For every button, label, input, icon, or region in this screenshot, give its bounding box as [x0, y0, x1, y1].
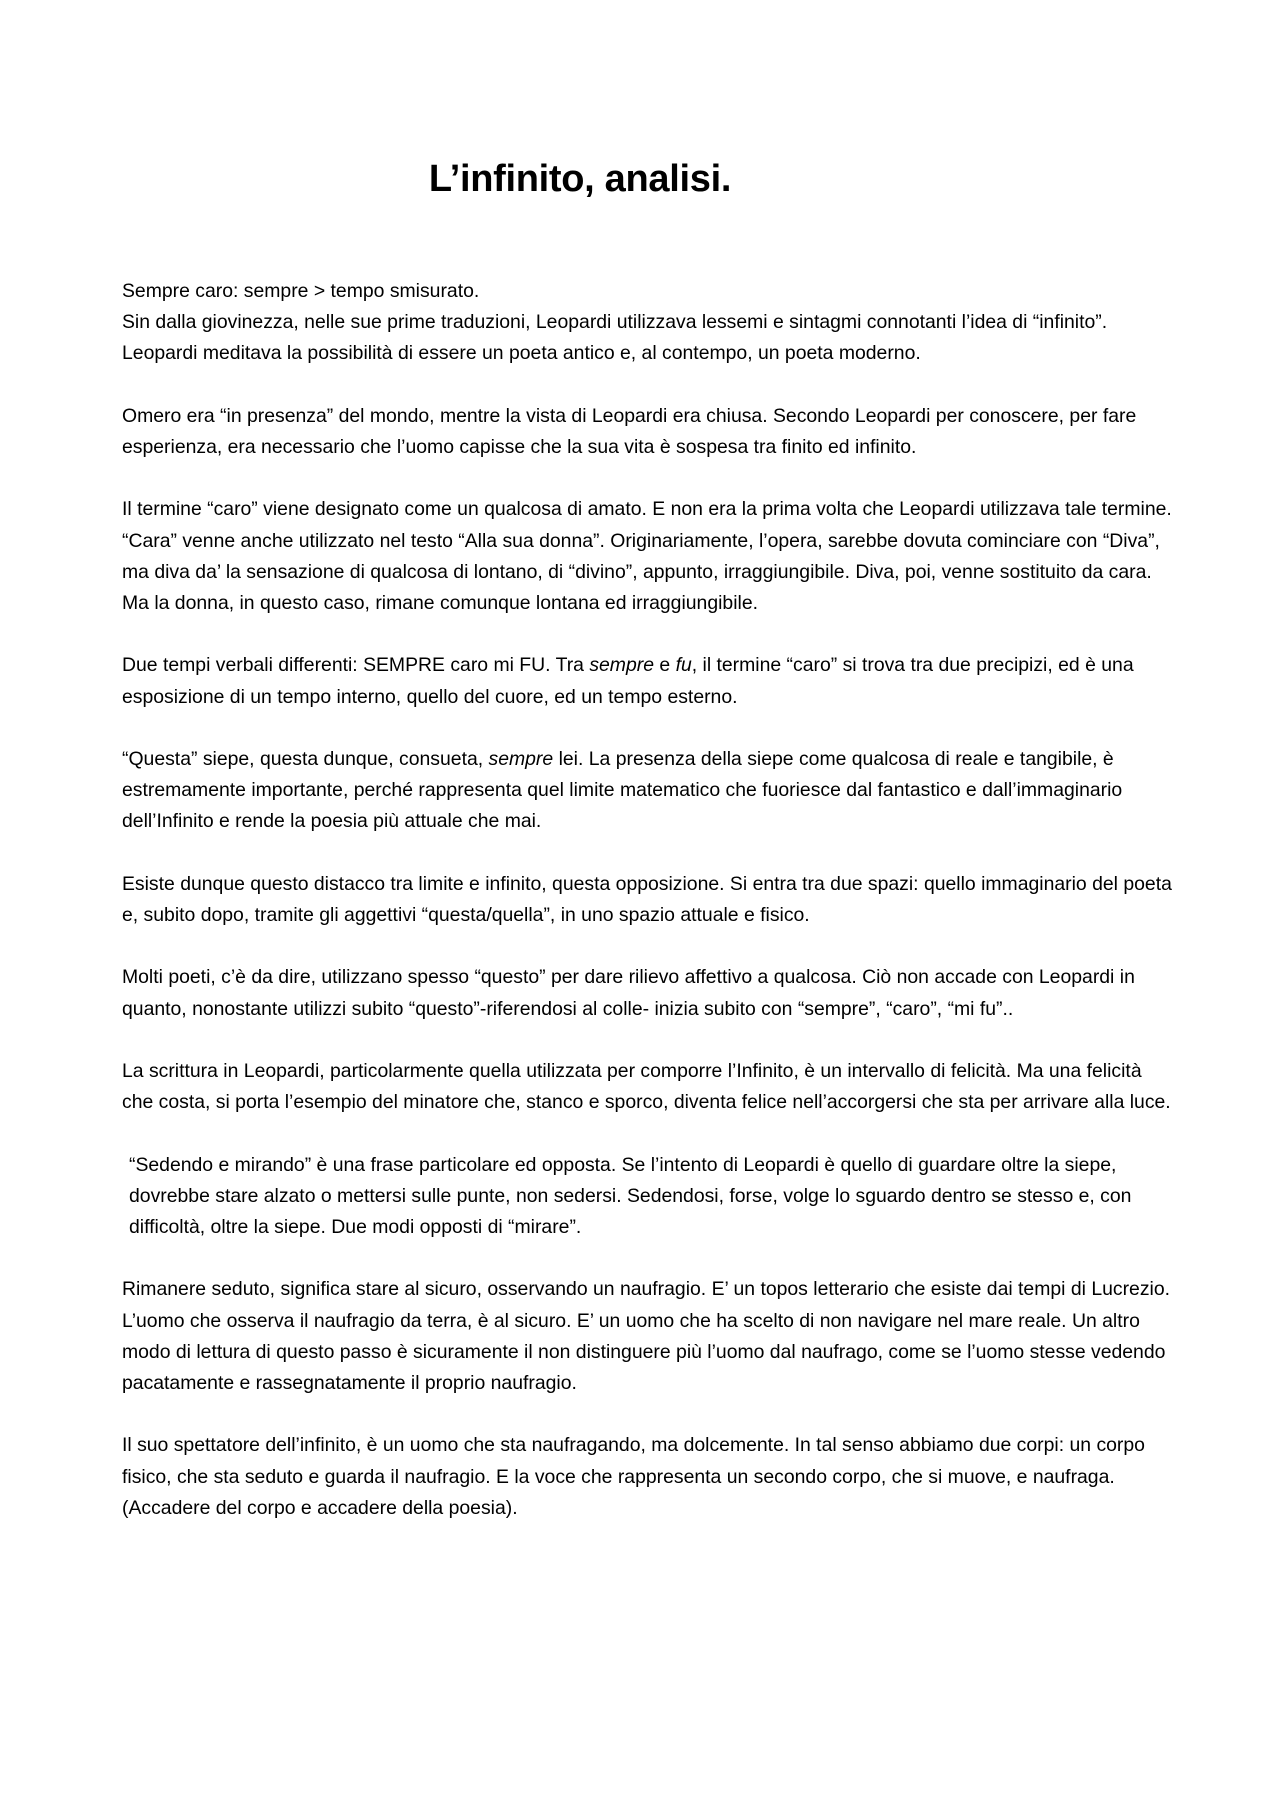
paragraph-3: Il termine “caro” viene designato come un qualcosa di amato. E non era la prima volta che Leopardi utilizzava tale termine. “Cara” venne anche utilizzato nel testo “Alla sua donna”. Originariamente, l’opera, sarebbe dovuta cominciare con “Diva”, ma diva da’ la sensazione di qualcosa di lontano, di “divino”, appunto, irraggiungibile. Diva, poi, venne sostituito da cara. Ma la donna, in questo caso, rimane comunque lontana ed irraggiungibile. [122, 498, 1172, 614]
paragraph-4-text-b: e [654, 654, 676, 677]
paragraph-7: Molti poeti, c’è da dire, utilizzano spesso “questo” per dare rilievo affettivo a qualcosa. Ciò non accade con Leopardi in quanto, nonostante utilizzi subito “questo”-riferendosi al colle- inizia subito con “sempre”, “caro”, “mi fu”.. [122, 966, 1135, 1020]
paragraph-6: Esiste dunque questo distacco tra limite e infinito, questa opposizione. Si entra tra due spazi: quello immaginario del poeta e, subito dopo, tramite gli aggettivi “questa/quella”, in uno spazio attuale e fisico. [122, 872, 1172, 926]
paragraph-4-text-a: Due tempi verbali differenti: SEMPRE caro mi FU. Tra [122, 654, 590, 677]
paragraph-4-text-c: , il termine “caro” si trova tra due precipizi, ed è una esposizione di un tempo interno, quello del cuore, ed un tempo esterno. [122, 654, 1134, 708]
paragraph-8: La scrittura in Leopardi, particolarmente quella utilizzata per comporre l’Infinito, è un intervallo di felicità. Ma una felicità che costa, si porta l’esempio del minatore che, stanco e sporco, diventa felice nell’accorgersi che sta per arrivare alla luce. [122, 1059, 1171, 1114]
paragraph-4-emphasis-fu: fu [675, 654, 692, 677]
paragraph-5-text-b: lei. La presenza della siepe come qualcosa di reale e tangibile, è estremamente importante, perché rappresenta quel limite matematico che fuoriesce dal fantastico e dall’immaginario dell’Infinito e rende la poesia più attuale che mai. [122, 747, 1123, 833]
paragraph-5-text-a: “Questa” siepe, questa dunque, consueta, [122, 747, 489, 770]
document-body [122, 276, 1172, 1555]
paragraph-9: “Sedendo e mirando” è una frase particolare ed opposta. Se l’intento di Leopardi è quello di guardare oltre la siepe, dovrebbe stare alzato o mettersi sulle punte, non sedersi. Sedendosi, forse, volge lo sguardo dentro se stesso e, con difficoltà, oltre la siepe. Due modi opposti di “mirare”. [129, 1153, 1132, 1238]
paragraph-4 [122, 650, 1172, 712]
paragraph-10: Rimanere seduto, significa stare al sicuro, osservando un naufragio. E’ un topos letterario che esiste dai tempi di Lucrezio. L’uomo che osserva il naufragio da terra, è al sicuro. E’ un uomo che ha scelto di non navigare nel mare reale. Un altro modo di lettura di questo passo è sicuramente il non distinguere più l’uomo dal naufrago, come se l’uomo stesse vedendo pacatamente e rassegnatamente il proprio naufragio. [122, 1278, 1171, 1394]
paragraph-5 [122, 744, 1172, 838]
paragraph-4-emphasis-sempre: sempre [589, 654, 654, 677]
paragraph-1: Sin dalla giovinezza, nelle sue prime traduzioni, Leopardi utilizzava lessemi e sintagmi connotanti l’idea di “infinito”. Leopardi meditava la possibilità di essere un poeta antico e, al contempo, un poeta moderno. [122, 311, 1108, 365]
paragraph-intro-line: Sempre caro: sempre > tempo smisurato. [122, 280, 480, 302]
document-title: L’infinito, analisi. [428, 158, 732, 200]
paragraph-2: Omero era “in presenza” del mondo, mentre la vista di Leopardi era chiusa. Secondo Leopardi per conoscere, per fare esperienza, era necessario che l’uomo capisse che la sua vita è sospesa tra finito ed infinito. [122, 404, 1137, 458]
paragraph-5-emphasis-sempre: sempre [488, 747, 554, 770]
paragraph-11: Il suo spettatore dell’infinito, è un uomo che sta naufragando, ma dolcemente. In tal senso abbiamo due corpi: un corpo fisico, che sta seduto e guarda il naufragio. E la voce che rappresenta un secondo corpo, che si muove, e naufraga. (Accadere del corpo e accadere della poesia). [122, 1434, 1145, 1519]
